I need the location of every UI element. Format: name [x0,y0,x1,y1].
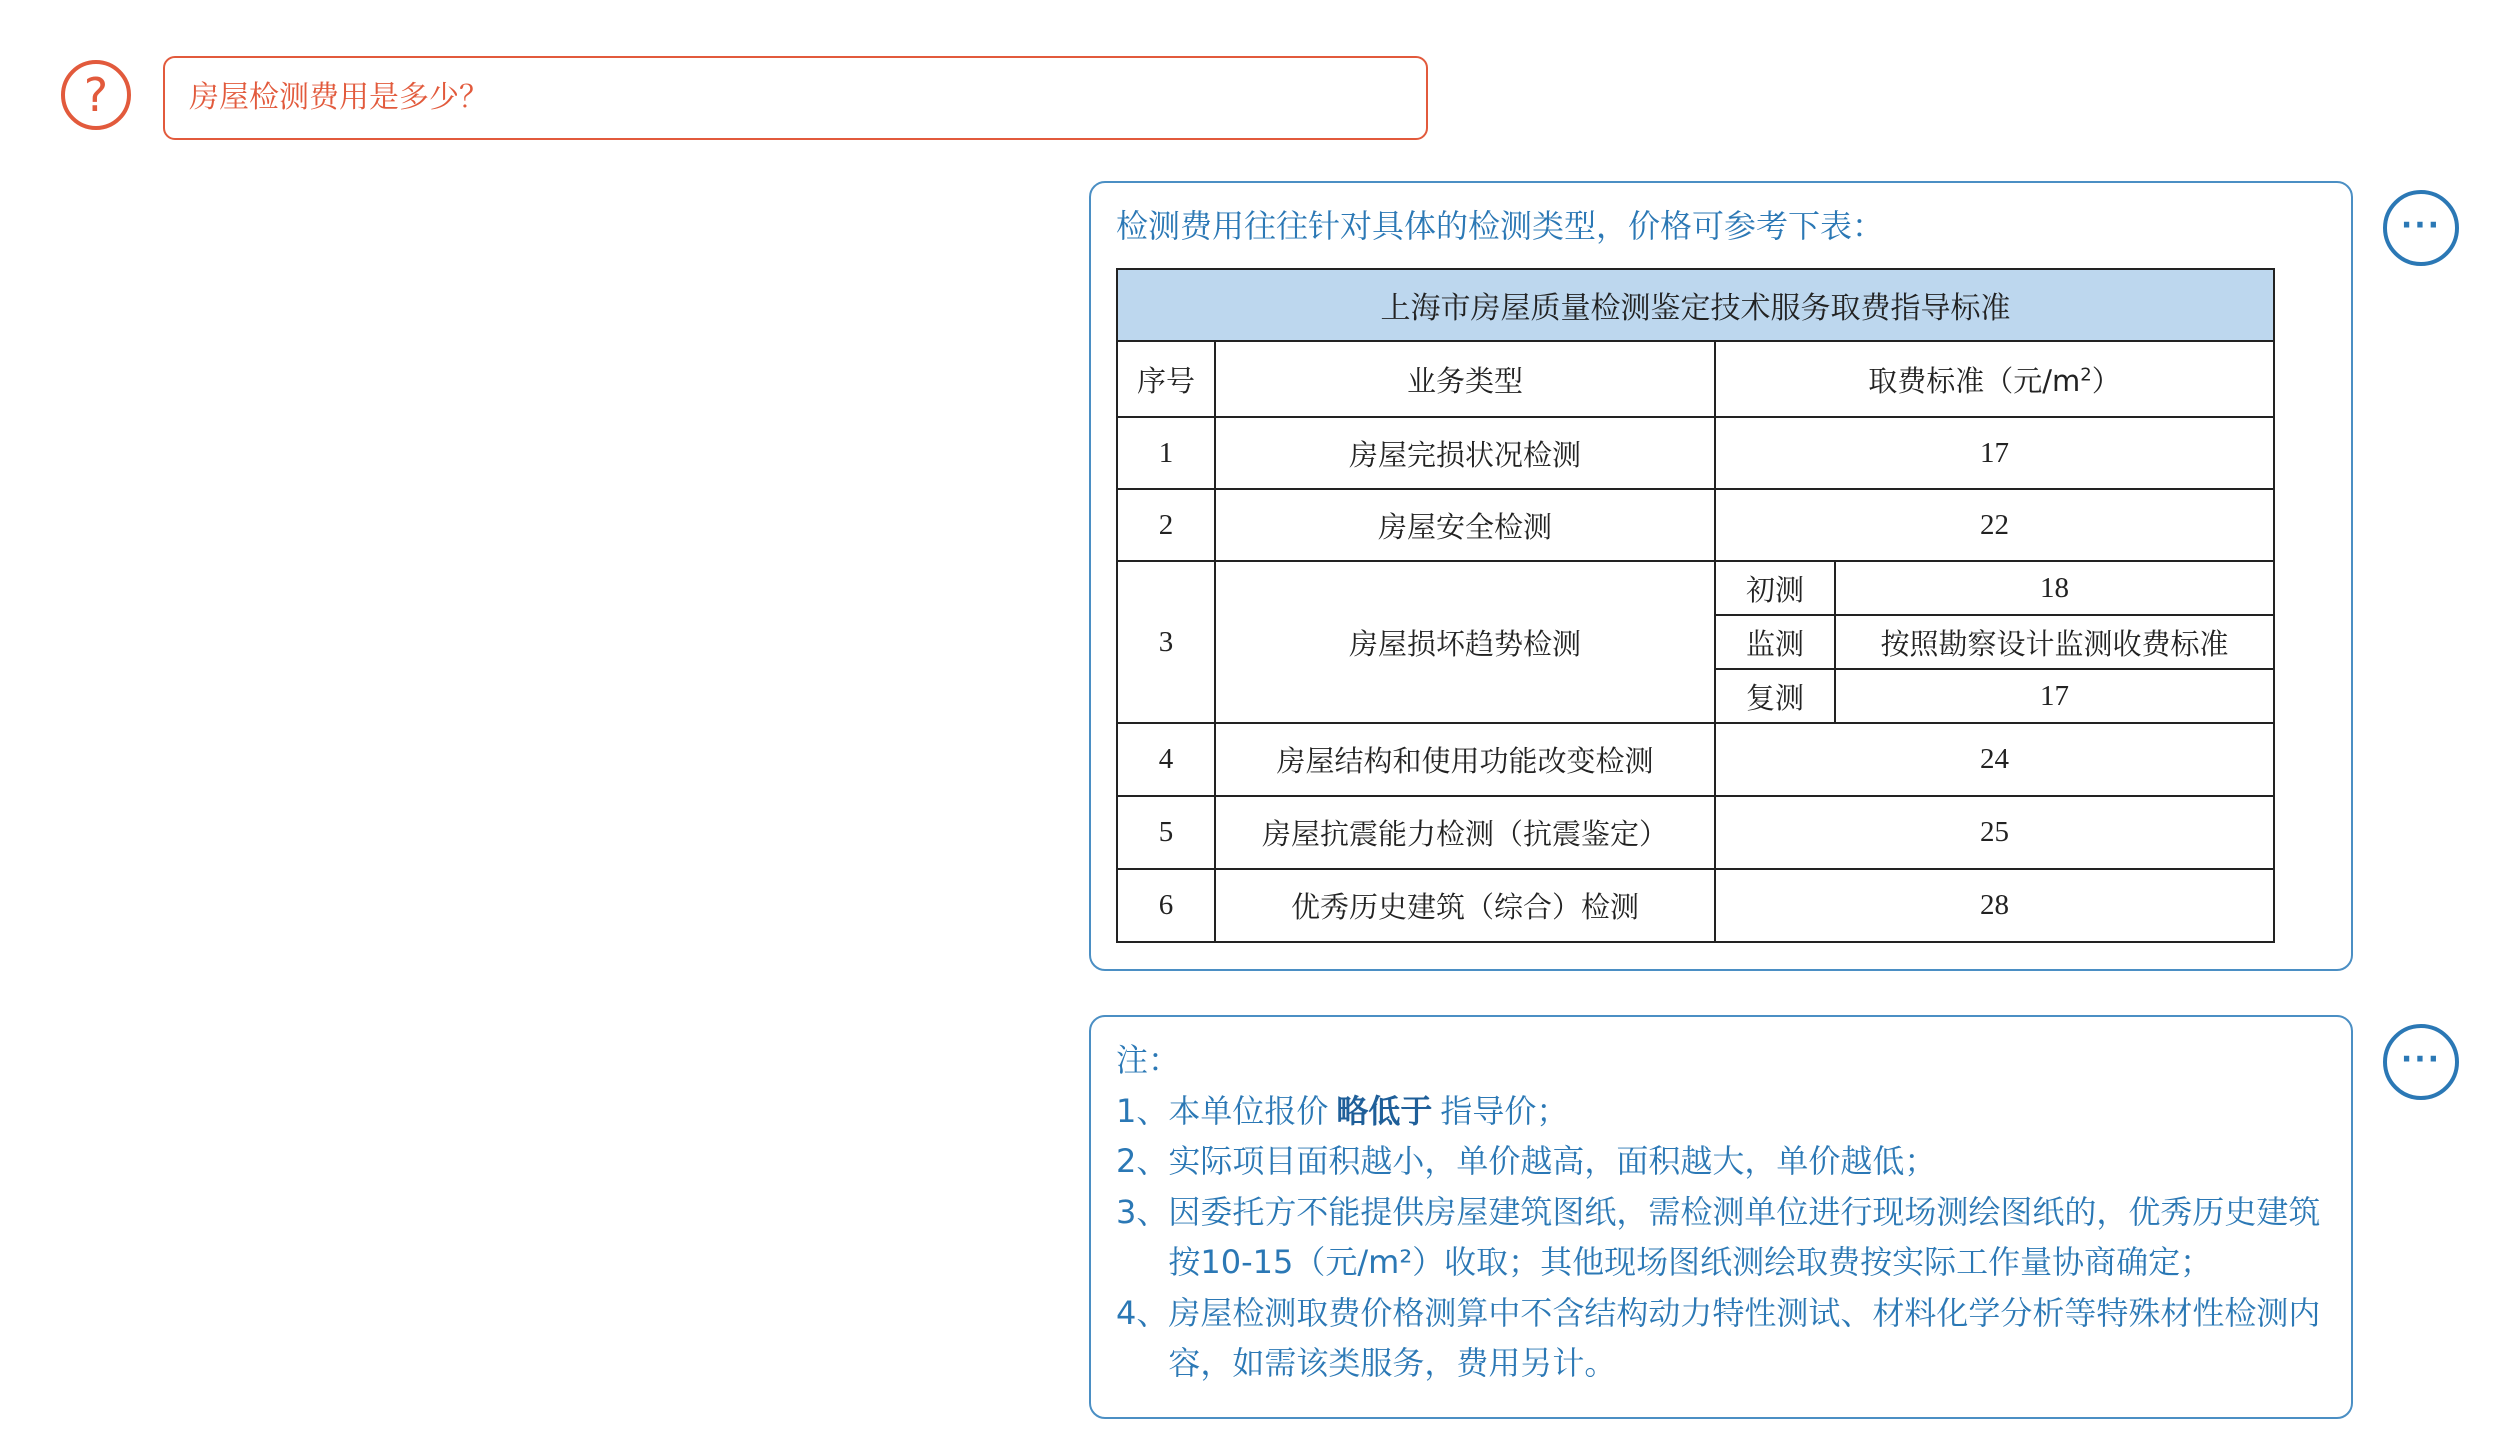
note-num: 4、 [1116,1293,1169,1332]
header-fee-text: 取费标准（元/m [1868,363,2081,398]
more-options-icon[interactable]: ··· [2383,1024,2459,1100]
row-fee: 28 [1715,869,2274,942]
header-fee-suffix: ） [2091,363,2121,398]
sub-fee: 18 [1835,561,2274,615]
header-type: 业务类型 [1215,341,1715,417]
answer-intro: 检测费用往往针对具体的检测类型，价格可参考下表： [1116,207,1885,245]
row-fee: 17 [1715,417,2274,489]
table-header-row [1117,341,2274,417]
sub-fee: 按照勘察设计监测收费标准 [1835,615,2274,669]
sub-label: 初测 [1715,561,1835,615]
question-icon: ? [61,60,131,130]
table-title: 上海市房屋质量检测鉴定技术服务取费指导标准 [1117,269,2274,341]
row-fee: 22 [1715,489,2274,561]
notes-list [1116,1035,2321,1389]
row-type: 优秀历史建筑（综合）检测 [1215,869,1715,942]
answer-bubble-table [1089,181,2353,971]
row-no: 6 [1117,869,1215,942]
notes-title: 注： [1116,1041,1181,1079]
row-no: 2 [1117,489,1215,561]
note-text: 因委托方不能提供房屋建筑图纸，需检测单位进行现场测绘图纸的，优秀历史建筑按10-15（元/m²）收取；其他现场图纸测绘取费按实际工作量协商确定； [1168,1192,2321,1281]
fee-table [1116,268,2275,943]
table-row [1117,796,2274,869]
header-fee-sup: 2 [2080,363,2092,385]
header-fee [1715,341,2274,417]
note-item [1116,1136,2321,1187]
note-item [1116,1187,2321,1288]
note-emphasis: 略低于 [1336,1091,1433,1130]
table-row [1117,561,2274,615]
note-num: 2、 [1116,1142,1169,1180]
row-fee: 24 [1715,723,2274,796]
question-text: 房屋检测费用是多少？ [189,80,489,115]
fee-table-wrap [1116,268,2275,943]
table-row [1117,489,2274,561]
row-type: 房屋结构和使用功能改变检测 [1215,723,1715,796]
row-type: 房屋完损状况检测 [1215,417,1715,489]
row-fee: 25 [1715,796,2274,869]
table-row [1117,869,2274,942]
row-type: 房屋损坏趋势检测 [1215,561,1715,723]
table-title-row [1117,269,2274,341]
table-row [1117,417,2274,489]
answer-bubble-notes [1089,1015,2353,1419]
row-no: 4 [1117,723,1215,796]
note-text: 房屋检测取费价格测算中不含结构动力特性测试、材料化学分析等特殊材性检测内容，如需该类服务，费用另计。 [1168,1293,2321,1382]
note-text: 指导价； [1440,1091,1569,1130]
row-type: 房屋抗震能力检测（抗震鉴定） [1215,796,1715,869]
note-item [1116,1288,2321,1389]
row-no: 1 [1117,417,1215,489]
table-row [1117,723,2274,796]
more-options-icon[interactable]: ··· [2383,190,2459,266]
note-num: 1、 [1116,1091,1169,1130]
sub-fee: 17 [1835,669,2274,723]
note-text: 实际项目面积越小，单价越高，面积越大，单价越低； [1168,1142,1937,1180]
note-item [1116,1086,2321,1137]
note-text: 本单位报价 [1168,1091,1329,1130]
question-bubble [163,56,1428,140]
row-no: 3 [1117,561,1215,723]
row-type: 房屋安全检测 [1215,489,1715,561]
sub-label: 复测 [1715,669,1835,723]
row-no: 5 [1117,796,1215,869]
sub-label: 监测 [1715,615,1835,669]
header-no: 序号 [1117,341,1215,417]
note-num: 3、 [1116,1192,1169,1231]
